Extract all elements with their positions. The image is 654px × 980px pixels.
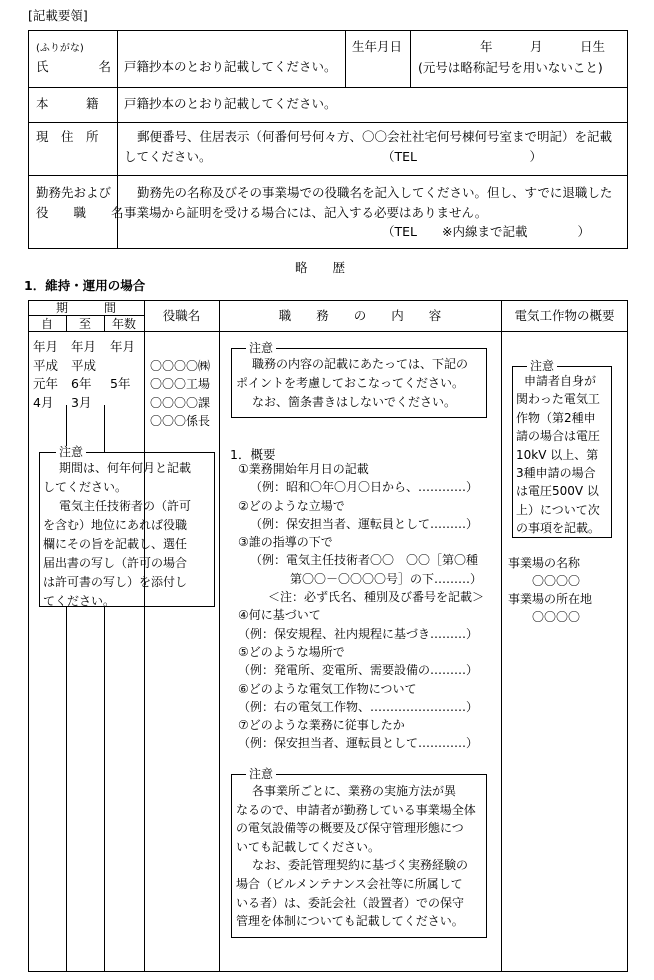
role-value: 〇〇〇係長 — [150, 414, 211, 428]
birth-note: (元号は略称記号を用いないこと) — [418, 60, 603, 75]
duty-note2-title: 注意 — [246, 768, 276, 780]
name-value: 戸籍抄本のとおり記載してください。 — [124, 59, 337, 74]
role-value: 〇〇〇〇課 — [150, 396, 211, 410]
header-years: 年数 — [111, 317, 136, 331]
address-label: 現 住 所 — [36, 129, 99, 144]
header-duties: 職 務 の 内 容 — [278, 308, 442, 323]
years-value: 年月 — [110, 339, 136, 354]
case-heading: 1．維持・運用の場合 — [24, 278, 146, 293]
duty-note2-text: 各事業所ごとに、業務の実施方法が異 なるので、申請者が勤務している事業場全体 の電気設備等の概要及び保守管理形態につ いても記載してください。 なお、委託管理契約に基づく実務経験の 場合（ビルメンテナンス会社等に所属して いる者）は、委託会社（設置者）での保守 管理を体制についても記載してください。 — [236, 784, 476, 929]
header-role: 役職名 — [162, 308, 201, 323]
header-from: 自 — [40, 317, 53, 331]
from-value: 元年 — [33, 376, 59, 391]
header-period: 期 間 — [55, 301, 116, 315]
role-value: 〇〇〇工場 — [150, 377, 211, 391]
site-address-label: 事業場の所在地 — [508, 592, 593, 606]
period-note-text: 期間は、何年何月と記載 してください。 電気主任技術者の（許可 を含む）地位にあれば役職 欄にその旨を記載し、選任 届出書の写し（許可の場合 は許可書の写し）を添付し てください。 — [43, 461, 192, 608]
from-value: 4月 — [33, 395, 54, 410]
equipment-note-text: 申請者自身が 関わった電気工 作物（第2種申 請の場合は電圧 10kV 以上、第 3種申請の場合 は電圧500V 以 上）について次 の事項を記載。 — [516, 374, 601, 536]
work-line2: 事業場から証明を受ける場合には、記入する必要はありません。 — [124, 205, 488, 220]
name-label: 氏 名 — [36, 59, 112, 74]
to-value: 6年 — [71, 376, 92, 391]
from-value: 平成 — [33, 358, 59, 373]
header-to: 至 — [78, 317, 91, 331]
role-value: 〇〇〇〇㈱ — [150, 359, 211, 373]
honseki-label: 本 籍 — [36, 96, 99, 111]
equipment-note-title: 注意 — [527, 360, 557, 372]
birth-date-field: 年 月 日生 — [480, 39, 606, 54]
duty-note1-title: 注意 — [246, 342, 276, 354]
site-name-value: 〇〇〇〇 — [532, 574, 581, 588]
work-tel: （TEL ※内線まで記載 ） — [382, 224, 590, 239]
duty-outline-list: ①業務開始年月日の記載 （例：昭和〇年〇月〇日から、…………） ②どのような立場で （例：保安担当者、運転員として………） ③誰の指導の下で （例：電気主任技術者〇〇 〇〇［第〇種 第〇〇－〇〇〇〇号］の下………） ＜注：必ず氏名、種別及び番号を記載＞ ④何に基づいて （例：保安規程、社内規程に基づき………） ⑤どのような場所で （例：発電所、変電所、需要設備の………） ⑥どのような電気工作物について （例：右の電気工作物、……………………） ⑦どのような業務に従事したか （例：保安担当者、運転員として…………） — [238, 462, 485, 751]
to-value: 年月 — [71, 339, 97, 354]
site-address-value: 〇〇〇〇 — [532, 610, 581, 624]
duty-note1-text: 職務の内容の記載にあたっては、下記の ポイントを考慮しておこなってください。 なお、箇条書きはしないでください。 — [236, 357, 469, 409]
birth-label: 生年月日 — [352, 39, 403, 54]
header-equipment: 電気工作物の概要 — [514, 308, 615, 323]
work-label2: 役 職 名 — [36, 205, 124, 220]
site-name-label: 事業場の名称 — [508, 556, 581, 570]
work-label1: 勤務先および — [36, 185, 112, 200]
to-value: 3月 — [71, 395, 92, 410]
address-tel: （TEL ） — [382, 149, 542, 164]
address-line2: してください。 — [124, 149, 212, 164]
from-value: 年月 — [33, 339, 59, 354]
honseki-value: 戸籍抄本のとおり記載してください。 — [124, 96, 337, 111]
period-note-title: 注意 — [56, 446, 86, 458]
to-value: 平成 — [71, 358, 97, 373]
address-line1: 郵便番号、住居表示（何番何号何々方、〇〇会社社宅何号棟何号室まで明記）を記載 — [137, 129, 613, 144]
work-line1: 勤務先の名称及びその事業場での役職名を記入してください。但し、すでに退職した — [137, 185, 613, 200]
years-value: 5年 — [110, 376, 131, 391]
name-furigana-label: (ふりがな) — [36, 43, 84, 54]
section-heading: [記載要領] — [28, 8, 88, 23]
ryakureki-title: 略 歴 — [295, 260, 346, 275]
duty-outline-title: 1．概要 — [230, 447, 276, 462]
